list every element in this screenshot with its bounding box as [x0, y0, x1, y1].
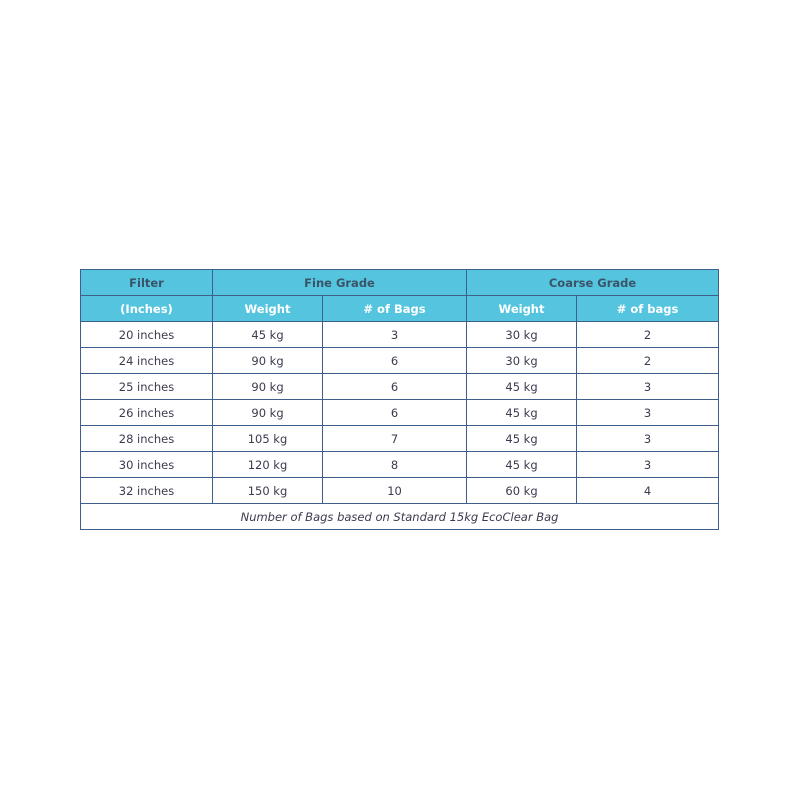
header-row-top [81, 270, 719, 296]
header-fine-weight: Weight [213, 296, 323, 322]
table-row [81, 478, 719, 504]
cell-filter-size: 30 inches [81, 452, 213, 478]
table-row [81, 374, 719, 400]
cell-coarse-weight: 60 kg [467, 478, 577, 504]
cell-fine-bags: 10 [323, 478, 467, 504]
table-row [81, 426, 719, 452]
cell-fine-weight: 90 kg [213, 348, 323, 374]
cell-fine-weight: 45 kg [213, 322, 323, 348]
cell-fine-bags: 6 [323, 400, 467, 426]
cell-coarse-weight: 30 kg [467, 348, 577, 374]
filter-media-table [80, 269, 719, 530]
header-coarse-bags: # of bags [577, 296, 719, 322]
cell-coarse-weight: 45 kg [467, 400, 577, 426]
header-coarse-weight: Weight [467, 296, 577, 322]
table-row [81, 348, 719, 374]
cell-filter-size: 32 inches [81, 478, 213, 504]
cell-coarse-bags: 2 [577, 348, 719, 374]
cell-coarse-bags: 2 [577, 322, 719, 348]
table-row [81, 400, 719, 426]
header-filter: Filter [81, 270, 213, 296]
table-row [81, 452, 719, 478]
filter-media-table-container [80, 269, 718, 530]
cell-filter-size: 20 inches [81, 322, 213, 348]
header-fine-bags: # of Bags [323, 296, 467, 322]
cell-coarse-bags: 3 [577, 374, 719, 400]
cell-coarse-bags: 3 [577, 400, 719, 426]
header-fine-grade: Fine Grade [213, 270, 467, 296]
cell-fine-weight: 90 kg [213, 400, 323, 426]
cell-filter-size: 24 inches [81, 348, 213, 374]
cell-coarse-bags: 3 [577, 452, 719, 478]
cell-fine-weight: 90 kg [213, 374, 323, 400]
cell-filter-size: 25 inches [81, 374, 213, 400]
cell-fine-bags: 6 [323, 374, 467, 400]
header-inches: (Inches) [81, 296, 213, 322]
footnote-row [81, 504, 719, 530]
cell-coarse-bags: 4 [577, 478, 719, 504]
cell-fine-bags: 6 [323, 348, 467, 374]
table-footnote: Number of Bags based on Standard 15kg EcoClear Bag [81, 504, 719, 530]
cell-fine-bags: 7 [323, 426, 467, 452]
header-row-sub [81, 296, 719, 322]
cell-fine-weight: 120 kg [213, 452, 323, 478]
cell-coarse-weight: 30 kg [467, 322, 577, 348]
cell-filter-size: 26 inches [81, 400, 213, 426]
table-row [81, 322, 719, 348]
cell-fine-bags: 8 [323, 452, 467, 478]
cell-coarse-weight: 45 kg [467, 374, 577, 400]
cell-fine-weight: 150 kg [213, 478, 323, 504]
cell-fine-bags: 3 [323, 322, 467, 348]
header-coarse-grade: Coarse Grade [467, 270, 719, 296]
cell-filter-size: 28 inches [81, 426, 213, 452]
cell-coarse-weight: 45 kg [467, 452, 577, 478]
cell-coarse-weight: 45 kg [467, 426, 577, 452]
cell-coarse-bags: 3 [577, 426, 719, 452]
cell-fine-weight: 105 kg [213, 426, 323, 452]
